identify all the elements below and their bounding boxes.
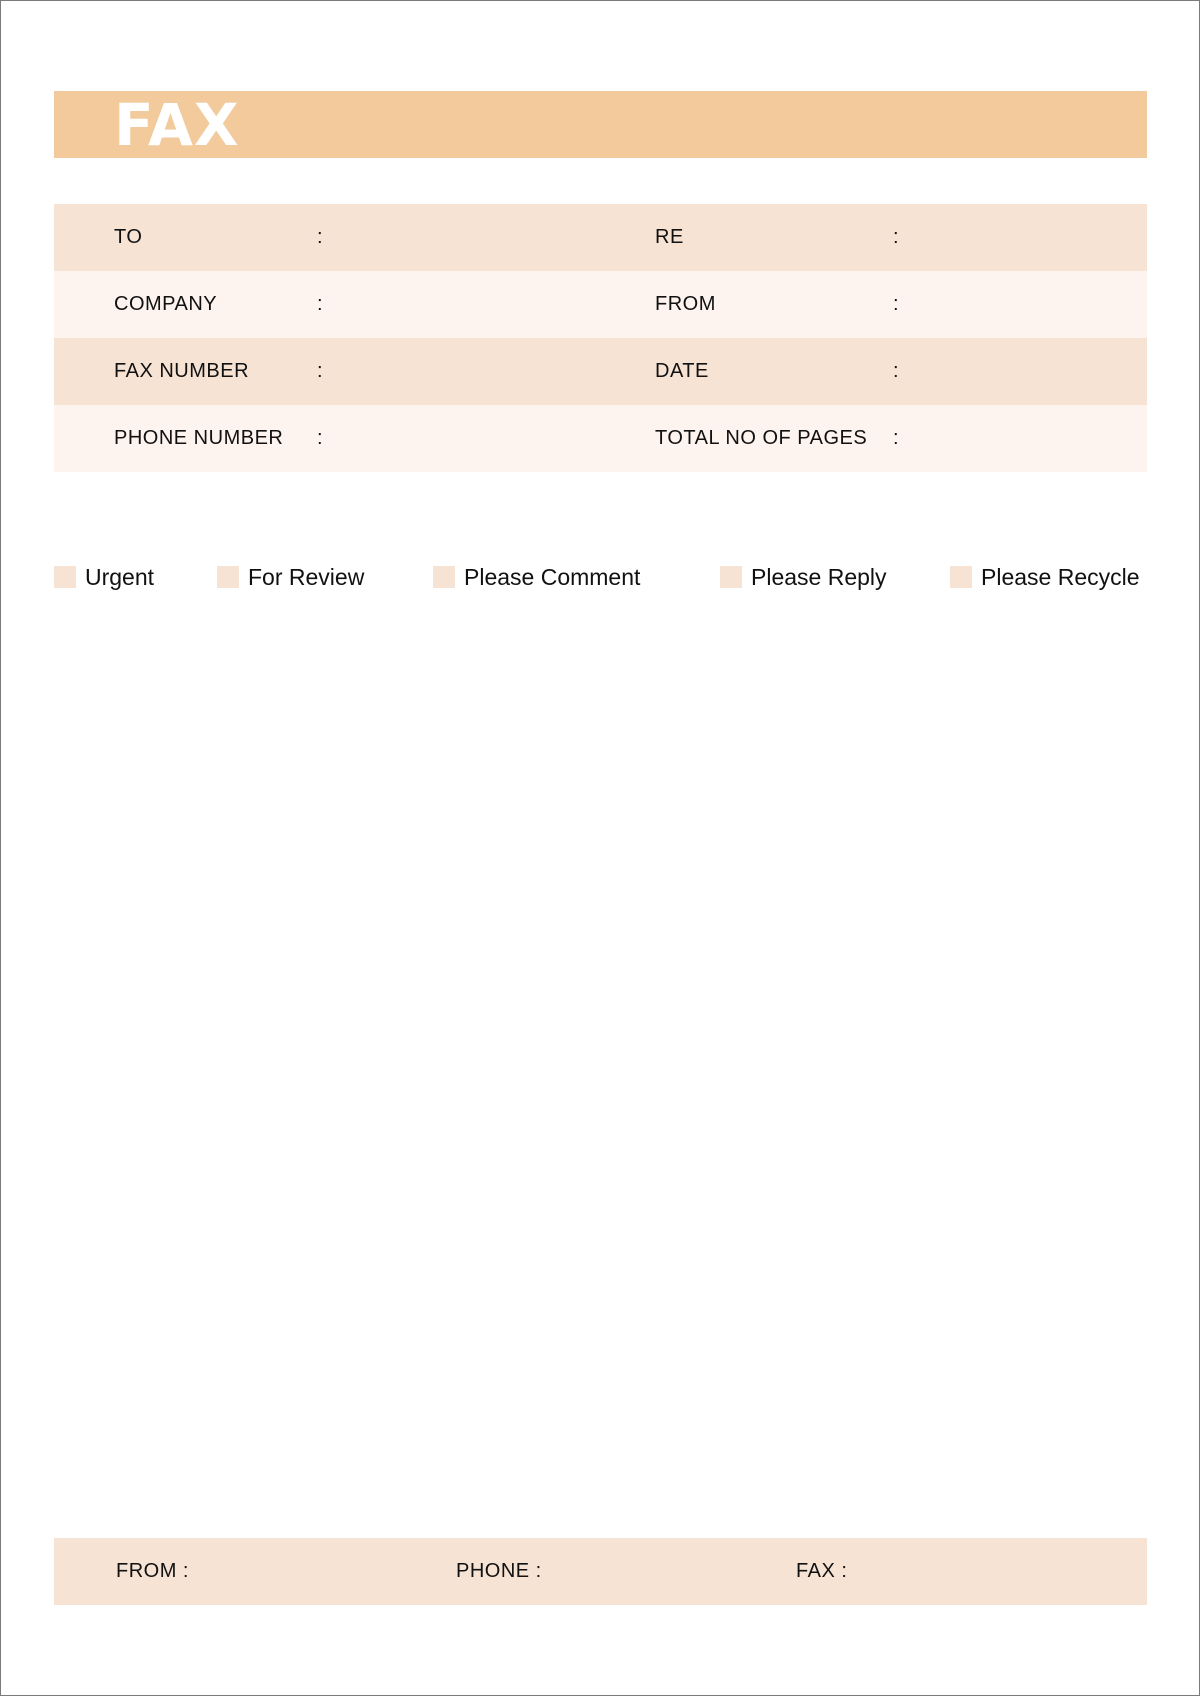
date-label: DATE — [655, 360, 709, 382]
info-row-fax-number — [54, 338, 1147, 405]
checkbox-square[interactable] — [217, 566, 239, 588]
title-bar — [54, 91, 1147, 158]
footer-fax-label: FAX : — [796, 1560, 848, 1582]
total-pages-label: TOTAL NO OF PAGES — [655, 427, 868, 449]
date-colon: : — [893, 360, 900, 382]
checkbox-label: Please Reply — [751, 563, 887, 590]
footer-from-label: FROM : — [116, 1560, 189, 1582]
checkbox-please-reply[interactable] — [720, 564, 887, 590]
from-label: FROM — [655, 293, 716, 315]
checkbox-label: Please Comment — [464, 563, 641, 590]
from-colon: : — [893, 293, 900, 315]
to-colon: : — [317, 226, 324, 248]
info-row-to — [54, 204, 1147, 271]
fax-number-label: FAX NUMBER — [114, 360, 250, 382]
company-label: COMPANY — [114, 293, 218, 315]
checkbox-please-comment[interactable] — [433, 564, 640, 590]
checkbox-urgent[interactable] — [54, 564, 154, 590]
checkbox-please-recycle[interactable] — [950, 564, 1140, 590]
footer-bar — [54, 1538, 1147, 1605]
checkbox-square[interactable] — [54, 566, 76, 588]
checkbox-square[interactable] — [720, 566, 742, 588]
fax-number-colon: : — [317, 360, 324, 382]
info-row-phone-number — [54, 405, 1147, 472]
re-colon: : — [893, 226, 900, 248]
fax-info-table — [54, 204, 1147, 472]
re-label: RE — [655, 226, 684, 248]
footer-phone-label: PHONE : — [456, 1560, 542, 1582]
checkbox-label: Urgent — [85, 563, 155, 590]
checkbox-square[interactable] — [433, 566, 455, 588]
company-colon: : — [317, 293, 324, 315]
total-pages-colon: : — [893, 427, 900, 449]
to-label: TO — [114, 226, 143, 248]
info-row-company — [54, 271, 1147, 338]
checkbox-square[interactable] — [950, 566, 972, 588]
page-title: FAX — [114, 91, 240, 159]
checkbox-label: For Review — [248, 563, 365, 590]
phone-number-colon: : — [317, 427, 324, 449]
checkbox-label: Please Recycle — [981, 563, 1140, 590]
checkbox-row — [54, 564, 1147, 590]
checkbox-for-review[interactable] — [217, 564, 364, 590]
phone-number-label: PHONE NUMBER — [114, 427, 284, 449]
